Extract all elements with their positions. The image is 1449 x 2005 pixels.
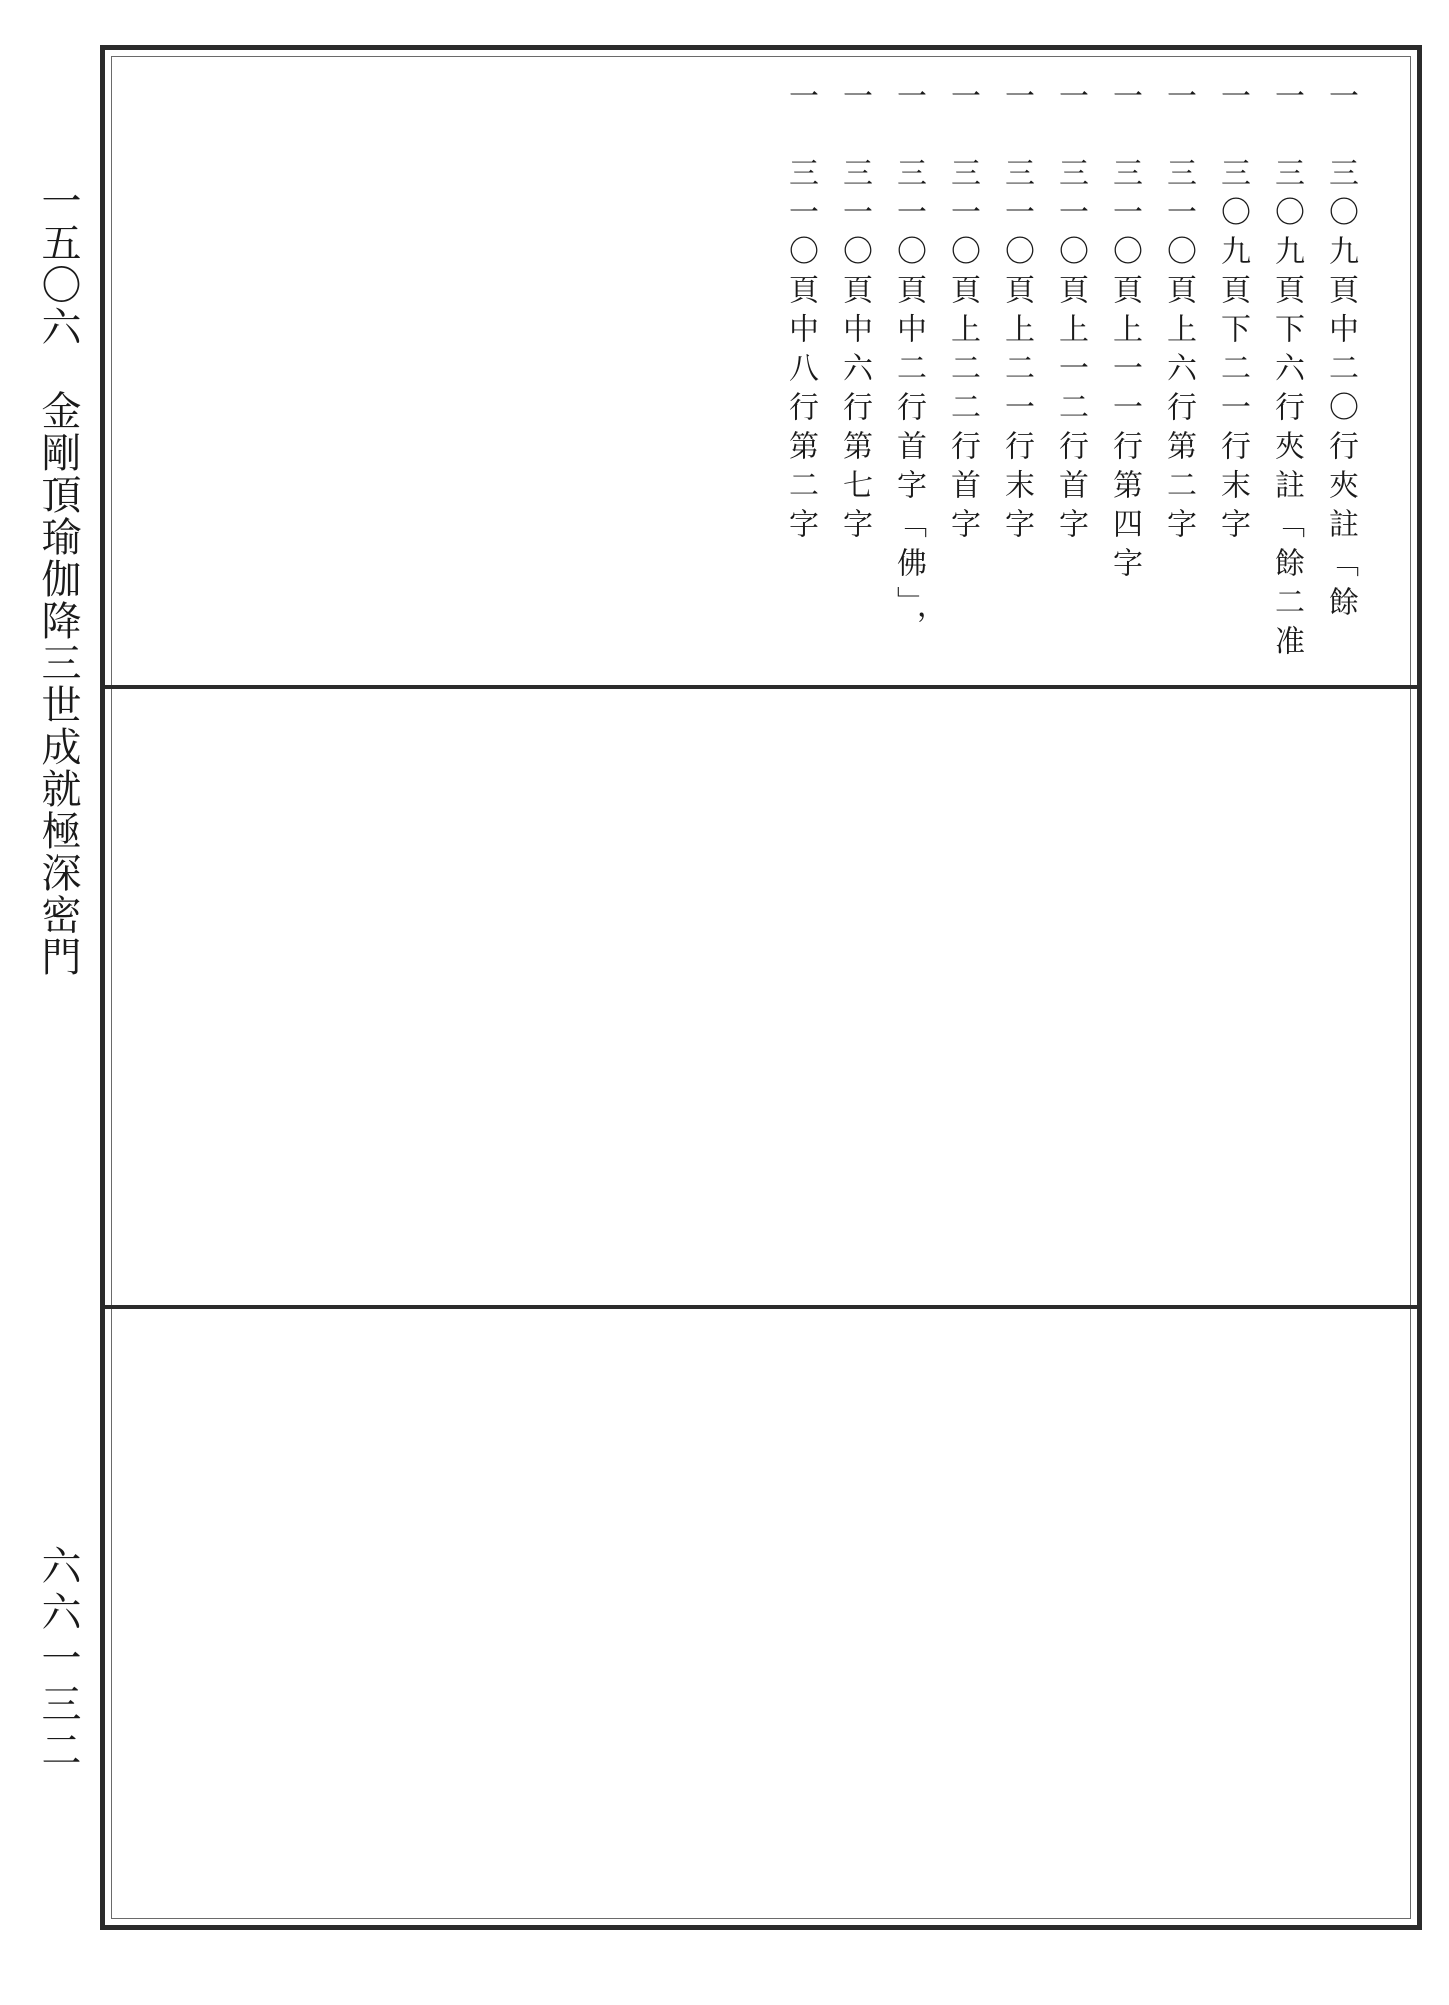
collation-note bbox=[1313, 80, 1367, 670]
collation-note bbox=[1043, 80, 1097, 670]
collation-note bbox=[881, 80, 935, 670]
register-divider-upper bbox=[105, 685, 1417, 689]
collation-note bbox=[1259, 80, 1313, 670]
note-bullet: 一 bbox=[1215, 80, 1250, 119]
collation-note bbox=[989, 80, 1043, 670]
collation-note bbox=[1097, 80, 1151, 670]
note-bullet: 一 bbox=[783, 80, 818, 119]
collation-note bbox=[935, 80, 989, 670]
note-text: 三一〇頁上一一行第四字 bbox=[1107, 157, 1142, 586]
note-text: 三〇九頁下二一行末字 bbox=[1215, 157, 1250, 547]
note-text: 三一〇頁中六行第七字 bbox=[837, 157, 872, 547]
note-bullet: 一 bbox=[945, 80, 980, 119]
note-bullet: 一 bbox=[837, 80, 872, 119]
note-text: 三一〇頁上二二行首字 bbox=[945, 157, 980, 547]
note-text: 三〇九頁下六行夾註「餘二准 bbox=[1269, 157, 1304, 664]
collation-note bbox=[1151, 80, 1205, 670]
collation-note bbox=[1205, 80, 1259, 670]
note-bullet: 一 bbox=[1269, 80, 1304, 119]
note-bullet: 一 bbox=[891, 80, 926, 119]
note-text: 三一〇頁上二一行末字 bbox=[999, 157, 1034, 547]
note-text: 三一〇頁中八行第二字 bbox=[783, 157, 818, 547]
note-bullet: 一 bbox=[1107, 80, 1142, 119]
page-frame bbox=[100, 45, 1422, 1930]
note-text: 三〇九頁中二〇行夾註「餘 bbox=[1323, 157, 1358, 625]
margin-title: 一五〇六 金剛頂瑜伽降三世成就極深密門 bbox=[35, 180, 81, 978]
collation-notes bbox=[773, 80, 1367, 670]
collation-note bbox=[773, 80, 827, 670]
note-text: 三一〇頁上一二行首字 bbox=[1053, 157, 1088, 547]
note-bullet: 一 bbox=[1161, 80, 1196, 119]
note-bullet: 一 bbox=[1323, 80, 1358, 119]
note-bullet: 一 bbox=[1053, 80, 1088, 119]
note-bullet: 一 bbox=[999, 80, 1034, 119]
register-divider-lower bbox=[105, 1305, 1417, 1309]
note-text: 三一〇頁上六行第二字 bbox=[1161, 157, 1196, 547]
note-text: 三一〇頁中二行首字「佛」， bbox=[891, 157, 926, 649]
collation-note bbox=[827, 80, 881, 670]
margin-page-number: 六六一三二 bbox=[35, 1545, 81, 1775]
